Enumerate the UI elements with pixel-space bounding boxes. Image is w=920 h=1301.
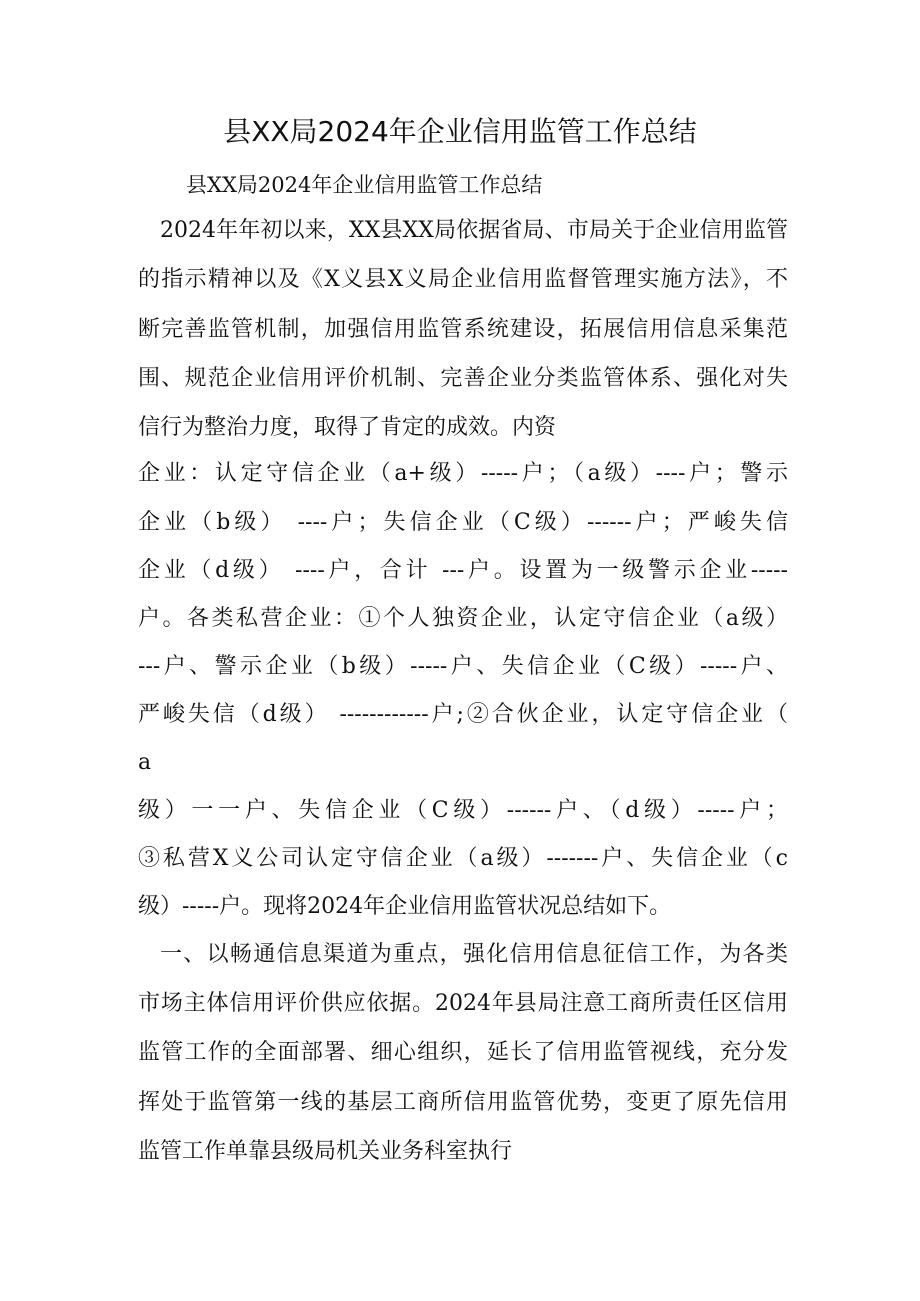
text-line: 监管工作的全面部署、细心组织，延长了信用监管视线，充分发: [138, 1040, 788, 1065]
text-line: 户。各类私营企业：①个人独资企业，认定守信企业（a级）: [138, 606, 788, 631]
text-line: 监管工作单靠县级局机关业务科室执行: [138, 1139, 513, 1164]
text-line: 严峻失信（d级） ------------户;②合伙企业，认定守信企业（: [138, 702, 788, 727]
text-line: 企业：认定守信企业（a+级）-----户；（a级）----户；警示: [138, 461, 788, 486]
text-line: a: [138, 750, 152, 775]
text-line: 的指示精神以及《X义县X义局企业信用监督管理实施方法》，不: [138, 267, 788, 292]
text-line: 级）-----户。现将2024年企业信用监管状况总结如下。: [138, 894, 672, 919]
text-line: ---户、警示企业（b级）-----户、失信企业（C级）-----户、: [138, 654, 788, 679]
text-line: 断完善监管机制，加强信用监管系统建设，拓展信用信息采集范: [138, 317, 788, 342]
document-subtitle: 县XX局2024年企业信用监管工作总结: [186, 173, 543, 197]
text-line: 挥处于监管第一线的基层工商所信用监管优势，变更了原先信用: [138, 1090, 788, 1115]
text-line: 围、规范企业信用评价机制、完善企业分类监管体系、强化对失: [138, 366, 788, 391]
text-line: 级）一一户、失信企业（C级）------户、（d级）-----户；: [138, 798, 788, 823]
text-line: 企业（b级） ----户；失信企业（C级）------户；严峻失信: [138, 510, 788, 535]
text-line: 信行为整治力度，取得了肯定的成效。内资: [138, 415, 557, 440]
text-line: 市场主体信用评价供应依据。2024年县局注意工商所责任区信用: [138, 991, 788, 1016]
text-line: 2024年年初以来，XX县XX局依据省局、市局关于企业信用监管: [160, 218, 788, 243]
text-line: ③私营X义公司认定守信企业（a级）-------户、失信企业（c: [138, 846, 788, 871]
document-title: 县XX局2024年企业信用监管工作总结: [223, 115, 697, 148]
text-line: 企业（d级） ----户，合计 ---户。设置为一级警示企业-----: [138, 558, 788, 583]
text-line: 一、以畅通信息渠道为重点，强化信用信息征信工作，为各类: [160, 942, 788, 967]
